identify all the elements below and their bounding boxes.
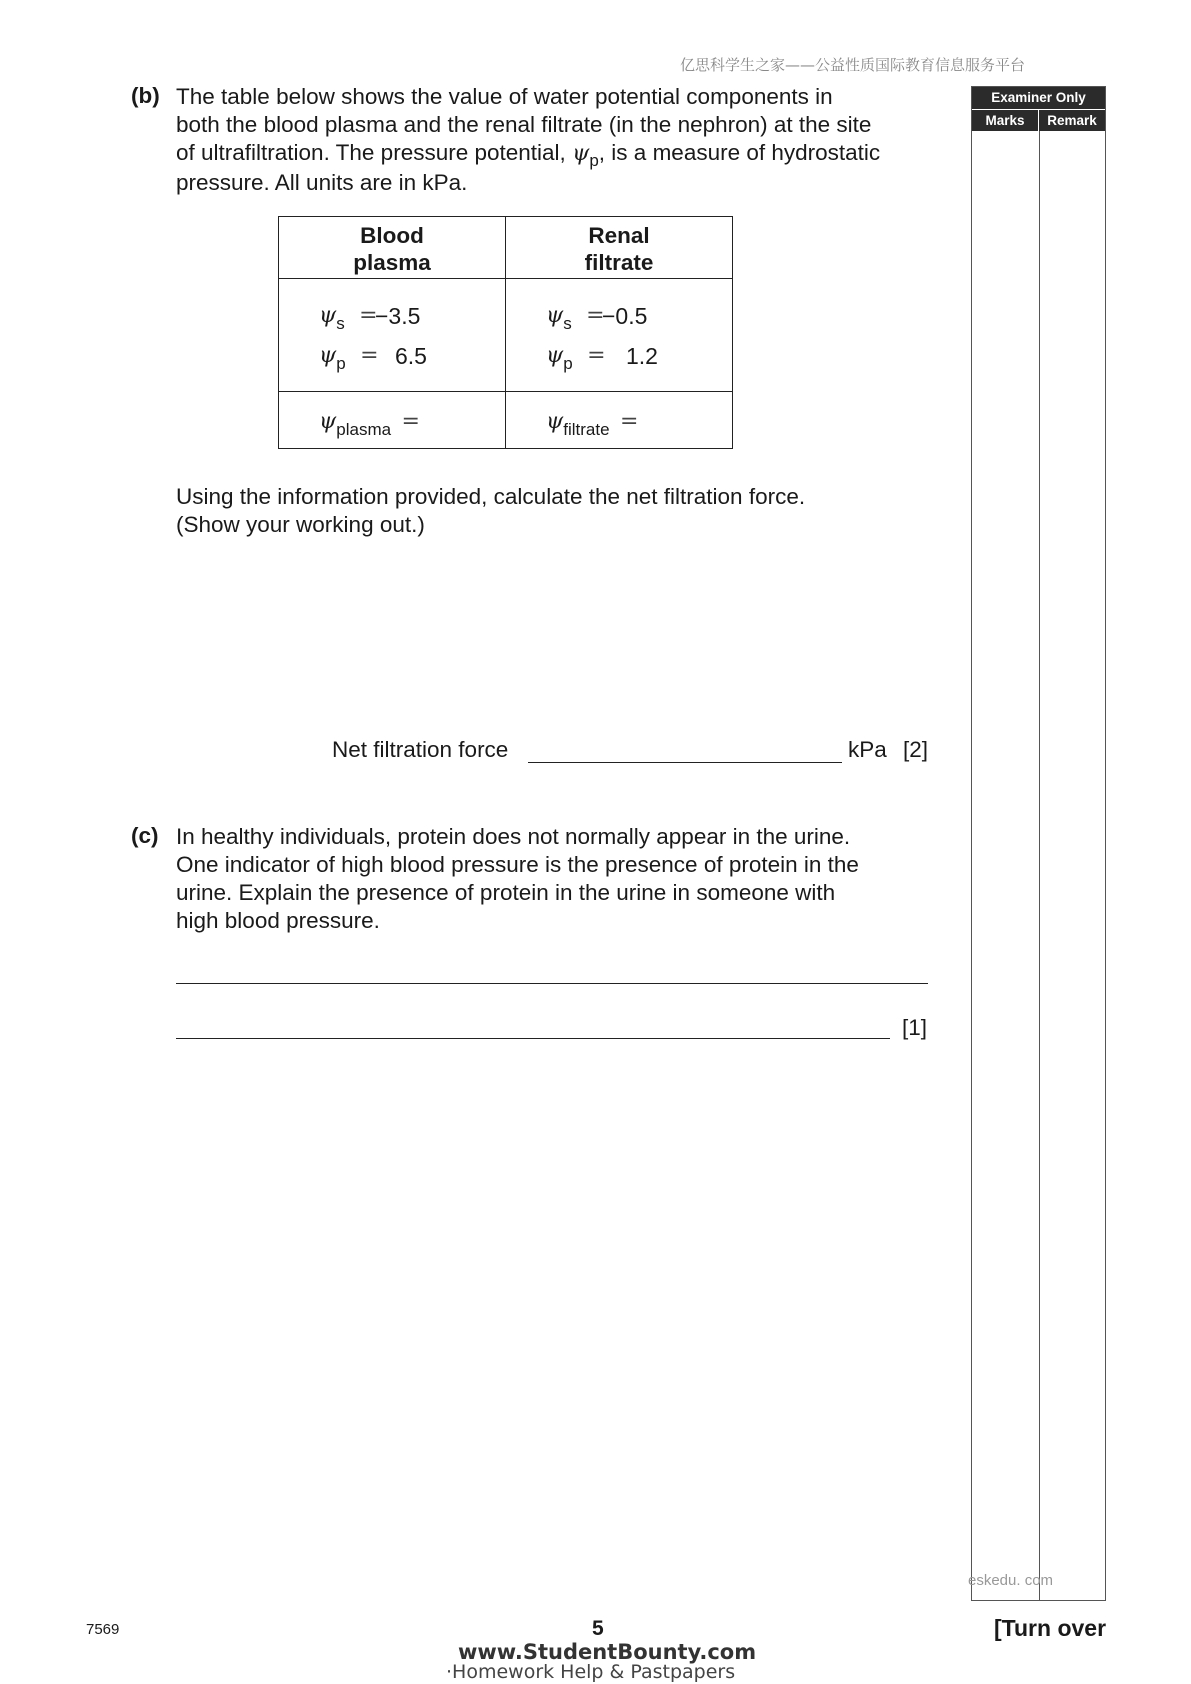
sub-p: p bbox=[336, 354, 346, 373]
paper-code: 7569 bbox=[86, 1621, 120, 1638]
net-filtration-answer-line[interactable] bbox=[528, 762, 842, 763]
plasma-psi-s-row bbox=[319, 301, 378, 333]
psi-symbol: ψ bbox=[319, 303, 337, 328]
equals-sign: = bbox=[587, 343, 606, 368]
examiner-divider bbox=[1039, 131, 1040, 1600]
remark-header: Remark bbox=[1039, 109, 1105, 131]
part-b-intro-line-3 bbox=[176, 139, 956, 169]
plasma-psi-p-row bbox=[319, 341, 379, 373]
header-plasma: plasma bbox=[353, 250, 431, 275]
header-blood: Blood bbox=[360, 223, 424, 248]
instruction-line-2: (Show your working out.) bbox=[176, 512, 425, 537]
examiner-column bbox=[971, 86, 1106, 1601]
part-c-line-3: urine. Explain the presence of protein in the urine in someone with bbox=[176, 880, 836, 905]
equals-sign: = bbox=[586, 303, 605, 328]
studentbounty-url: www.StudentBounty.com bbox=[458, 1640, 757, 1664]
part-c-answer-line-1[interactable] bbox=[176, 983, 928, 984]
part-c-answer-line-2[interactable] bbox=[176, 1038, 890, 1039]
psi-symbol: ψ bbox=[546, 343, 564, 368]
part-c-line-2: One indicator of high blood pressure is the presence of protein in the bbox=[176, 852, 859, 877]
plasma-psi-s-value: −3.5 bbox=[375, 303, 421, 329]
psi-symbol: ψ bbox=[546, 303, 564, 328]
part-b-instruction bbox=[176, 483, 956, 539]
marks-header: Marks bbox=[972, 109, 1039, 131]
psi-symbol: ψ bbox=[572, 141, 590, 166]
filtrate-total-cell bbox=[506, 392, 733, 449]
header-renal: Renal bbox=[588, 223, 650, 248]
sub-plasma: plasma bbox=[336, 420, 392, 439]
equals-sign: = bbox=[360, 343, 379, 368]
studentbounty-tagline: ·Homework Help & Pastpapers bbox=[446, 1661, 736, 1683]
sub-s: s bbox=[563, 314, 572, 333]
sub-filtrate: filtrate bbox=[563, 420, 610, 439]
plasma-psi-p-value: 6.5 bbox=[395, 343, 427, 369]
psi-filtrate-row bbox=[546, 407, 639, 439]
equals-sign: = bbox=[401, 409, 420, 434]
sub-s: s bbox=[336, 314, 345, 333]
eskedu-watermark: eskedu. com bbox=[968, 1572, 1054, 1589]
equals-sign: = bbox=[359, 303, 378, 328]
examiner-only-header: Examiner Only bbox=[972, 87, 1105, 109]
psi-plasma-row bbox=[319, 407, 420, 439]
psi-symbol: ψ bbox=[319, 409, 337, 434]
part-b-intro-line-1: The table below shows the value of water potential components in bbox=[176, 84, 833, 109]
header-renal-filtrate bbox=[506, 217, 733, 279]
line3-pre: of ultrafiltration. The pressure potential, bbox=[176, 140, 566, 165]
psi-symbol: ψ bbox=[319, 343, 337, 368]
part-c-marks: [1] bbox=[902, 1015, 928, 1040]
plasma-total-cell bbox=[279, 392, 506, 449]
part-b-label: (b) bbox=[131, 83, 160, 108]
water-potential-table bbox=[278, 216, 733, 449]
part-c-line-1: In healthy individuals, protein does not normally appear in the urine. bbox=[176, 824, 851, 849]
equals-sign: = bbox=[619, 409, 639, 434]
header-filtrate: filtrate bbox=[584, 250, 654, 275]
header-blood-plasma bbox=[279, 217, 506, 279]
plasma-values-cell bbox=[279, 279, 506, 392]
filtrate-psi-s-row bbox=[546, 301, 605, 333]
filtrate-psi-p-row bbox=[546, 341, 606, 373]
sub-p: p bbox=[589, 151, 599, 170]
part-c-line-4: high blood pressure. bbox=[176, 908, 380, 933]
part-b-intro-line-2: both the blood plasma and the renal filtrate (in the nephron) at the site bbox=[176, 112, 872, 137]
net-filtration-unit: kPa bbox=[848, 737, 887, 762]
part-b-intro bbox=[176, 83, 956, 197]
part-b-intro-line-4: pressure. All units are in kPa. bbox=[176, 170, 468, 195]
net-filtration-label: Net filtration force bbox=[332, 737, 509, 762]
filtrate-psi-s-value: −0.5 bbox=[602, 303, 648, 329]
instruction-line-1: Using the information provided, calculate the net filtration force. bbox=[176, 484, 806, 509]
part-c-text bbox=[176, 823, 956, 935]
part-b-marks: [2] bbox=[903, 737, 929, 762]
sub-p: p bbox=[563, 354, 573, 373]
part-c-label: (c) bbox=[131, 823, 159, 848]
filtrate-psi-p-value: 1.2 bbox=[626, 343, 658, 369]
line3-post: , is a measure of hydrostatic bbox=[598, 140, 881, 165]
turn-over: [Turn over bbox=[994, 1615, 1107, 1641]
page-number: 5 bbox=[592, 1617, 604, 1640]
filtrate-values-cell bbox=[506, 279, 733, 392]
watermark-top: 亿思科学生之家——公益性质国际教育信息服务平台 bbox=[680, 56, 1026, 74]
psi-symbol: ψ bbox=[546, 409, 564, 434]
